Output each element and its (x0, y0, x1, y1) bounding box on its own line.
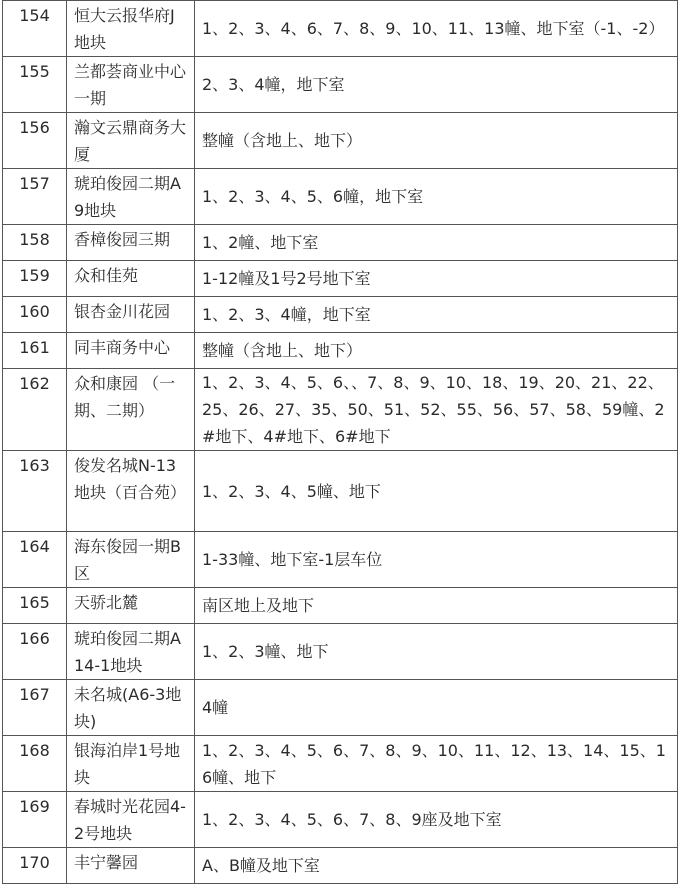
table-row (3, 57, 678, 113)
building-scope-cell: 2、3、4幢，地下室 (195, 57, 678, 113)
table-row (3, 532, 678, 588)
table-row (3, 680, 678, 736)
building-scope-cell: 1、2幢、地下室 (195, 225, 678, 261)
table-row (3, 736, 678, 792)
project-name-cell: 俊发名城N-13地块（百合苑） (67, 451, 195, 532)
project-name-cell: 琥珀俊园二期A14-1地块 (67, 624, 195, 680)
row-number-cell: 170 (3, 848, 67, 884)
project-name-cell: 银杏金川花园 (67, 297, 195, 333)
table-body (3, 1, 678, 884)
project-name-cell: 兰都荟商业中心一期 (67, 57, 195, 113)
building-scope-cell: 南区地上及地下 (195, 588, 678, 624)
row-number-cell: 165 (3, 588, 67, 624)
row-number-cell: 156 (3, 113, 67, 169)
building-scope-cell: 1、2、3、4、6、7、8、9、10、11、13幢、地下室（-1、-2） (195, 1, 678, 57)
building-scope-cell: 4幢 (195, 680, 678, 736)
project-name-cell: 未名城(A6-3地块) (67, 680, 195, 736)
building-scope-cell: 1、2、3、4、5、6、7、8、9座及地下室 (195, 792, 678, 848)
project-name-cell: 银海泊岸1号地块 (67, 736, 195, 792)
project-table (2, 0, 678, 884)
building-scope-cell: 1、2、3、4幢，地下室 (195, 297, 678, 333)
row-number-cell: 169 (3, 792, 67, 848)
table-row (3, 297, 678, 333)
building-scope-cell: 整幢（含地上、地下） (195, 333, 678, 369)
table-row (3, 792, 678, 848)
table-row (3, 451, 678, 532)
row-number-cell: 159 (3, 261, 67, 297)
table-row (3, 225, 678, 261)
building-scope-cell: 1-33幢、地下室-1层车位 (195, 532, 678, 588)
project-name-cell: 同丰商务中心 (67, 333, 195, 369)
project-name-cell: 琥珀俊园二期A9地块 (67, 169, 195, 225)
project-name-cell: 丰宁馨园 (67, 848, 195, 884)
row-number-cell: 161 (3, 333, 67, 369)
row-number-cell: 154 (3, 1, 67, 57)
building-scope-cell: 1、2、3、4、5、6、、7、8、9、10、18、19、20、21、22、25、26、27、35、50、51、52、55、56、57、58、59幢、2#地下、4#地下、6#地下 (195, 369, 678, 451)
building-scope-cell: 1、2、3幢、地下 (195, 624, 678, 680)
row-number-cell: 160 (3, 297, 67, 333)
table-row (3, 333, 678, 369)
table-row (3, 261, 678, 297)
building-scope-cell: 整幢（含地上、地下） (195, 113, 678, 169)
project-name-cell: 众和康园 （一期、二期） (67, 369, 195, 451)
row-number-cell: 164 (3, 532, 67, 588)
table-row (3, 369, 678, 451)
table-row (3, 848, 678, 884)
row-number-cell: 157 (3, 169, 67, 225)
table-row (3, 113, 678, 169)
project-name-cell: 春城时光花园4-2号地块 (67, 792, 195, 848)
building-scope-cell: 1、2、3、4、5幢、地下 (195, 451, 678, 532)
table-row (3, 588, 678, 624)
project-name-cell: 众和佳苑 (67, 261, 195, 297)
building-scope-cell: 1、2、3、4、5、6幢，地下室 (195, 169, 678, 225)
building-scope-cell: 1、2、3、4、5、6、7、8、9、10、11、12、13、14、15、16幢、地下 (195, 736, 678, 792)
row-number-cell: 166 (3, 624, 67, 680)
row-number-cell: 155 (3, 57, 67, 113)
project-name-cell: 恒大云报华府J地块 (67, 1, 195, 57)
table-row (3, 624, 678, 680)
project-name-cell: 天骄北麓 (67, 588, 195, 624)
project-name-cell: 香樟俊园三期 (67, 225, 195, 261)
row-number-cell: 163 (3, 451, 67, 532)
building-scope-cell: 1-12幢及1号2号地下室 (195, 261, 678, 297)
table-row (3, 169, 678, 225)
row-number-cell: 162 (3, 369, 67, 451)
row-number-cell: 167 (3, 680, 67, 736)
project-name-cell: 海东俊园一期B区 (67, 532, 195, 588)
table-row (3, 1, 678, 57)
building-scope-cell: A、B幢及地下室 (195, 848, 678, 884)
project-name-cell: 瀚文云鼎商务大厦 (67, 113, 195, 169)
row-number-cell: 158 (3, 225, 67, 261)
row-number-cell: 168 (3, 736, 67, 792)
